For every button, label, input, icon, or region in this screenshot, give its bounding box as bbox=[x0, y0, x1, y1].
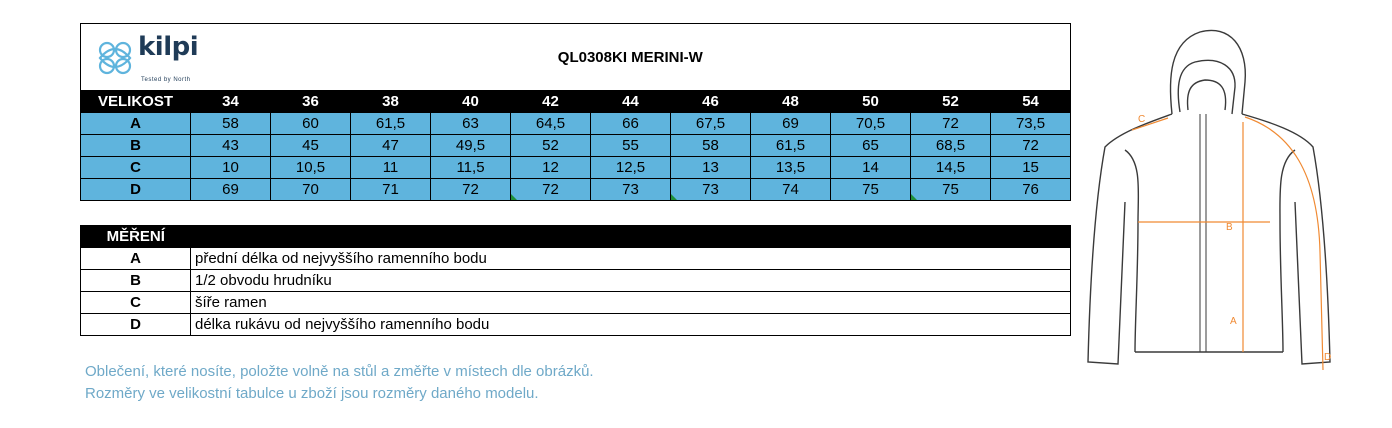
label-a: A bbox=[1230, 316, 1237, 327]
table-cell: 72 bbox=[991, 135, 1071, 157]
table-cell: 14,5 bbox=[911, 157, 991, 179]
brand-tagline: Tested by North bbox=[141, 77, 191, 83]
measurement-label: D bbox=[81, 314, 191, 336]
table-cell: 71 bbox=[351, 179, 431, 201]
table-cell: 12 bbox=[511, 157, 591, 179]
size-col: 50 bbox=[831, 91, 911, 113]
table-cell: 73 bbox=[591, 179, 671, 201]
size-col: 46 bbox=[671, 91, 751, 113]
table-cell: 61,5 bbox=[751, 135, 831, 157]
table-cell: 72 bbox=[511, 179, 591, 201]
label-b: B bbox=[1226, 222, 1233, 233]
table-cell: 74 bbox=[751, 179, 831, 201]
table-cell: 64,5 bbox=[511, 113, 591, 135]
table-cell: 65 bbox=[831, 135, 911, 157]
table-cell: 15 bbox=[991, 157, 1071, 179]
note-line-2: Rozměry ve velikostní tabulce u zboží jsou rozměry daného modelu. bbox=[85, 385, 539, 402]
table-cell: 10 bbox=[191, 157, 271, 179]
table-cell: 43 bbox=[191, 135, 271, 157]
label-d: D bbox=[1324, 352, 1332, 363]
measurement-desc: 1/2 obvodu hrudníku bbox=[191, 270, 1071, 292]
size-col: 40 bbox=[431, 91, 511, 113]
table-cell: 55 bbox=[591, 135, 671, 157]
table-row bbox=[81, 270, 1071, 292]
size-header-row bbox=[81, 91, 1071, 113]
note-line-1: Oblečení, které nosíte, položte volně na stůl a změřte v místech dle obrázků. bbox=[85, 363, 594, 380]
measurement-header: MĚŘENÍ bbox=[81, 226, 191, 248]
size-table bbox=[80, 23, 1071, 201]
size-col: 38 bbox=[351, 91, 431, 113]
row-label: A bbox=[81, 113, 191, 135]
table-cell: 13 bbox=[671, 157, 751, 179]
table-row bbox=[81, 157, 1071, 179]
measurement-desc: délka rukávu od nejvyššího ramenního bodu bbox=[191, 314, 1071, 336]
table-cell: 61,5 bbox=[351, 113, 431, 135]
table-cell: 12,5 bbox=[591, 157, 671, 179]
table-cell: 63 bbox=[431, 113, 511, 135]
table-cell: 75 bbox=[911, 179, 991, 201]
measure-lines bbox=[1132, 117, 1323, 370]
row-label: D bbox=[81, 179, 191, 201]
table-cell: 73,5 bbox=[991, 113, 1071, 135]
table-cell: 69 bbox=[751, 113, 831, 135]
table-cell: 68,5 bbox=[911, 135, 991, 157]
size-header-label: VELIKOST bbox=[81, 91, 191, 113]
kilpi-knot-icon bbox=[91, 34, 139, 82]
product-title: QL0308KI MERINI-W bbox=[191, 24, 1071, 91]
measurement-header-row bbox=[81, 226, 1071, 248]
table-cell: 58 bbox=[671, 135, 751, 157]
measurement-label: B bbox=[81, 270, 191, 292]
table-row bbox=[81, 113, 1071, 135]
size-col: 48 bbox=[751, 91, 831, 113]
table-cell: 66 bbox=[591, 113, 671, 135]
size-col: 44 bbox=[591, 91, 671, 113]
table-cell: 14 bbox=[831, 157, 911, 179]
table-cell: 72 bbox=[911, 113, 991, 135]
table-cell: 72 bbox=[431, 179, 511, 201]
measurement-label: C bbox=[81, 292, 191, 314]
table-row bbox=[81, 292, 1071, 314]
table-cell: 75 bbox=[831, 179, 911, 201]
size-col: 54 bbox=[991, 91, 1071, 113]
table-row bbox=[81, 135, 1071, 157]
size-col: 36 bbox=[271, 91, 351, 113]
label-c: C bbox=[1138, 114, 1146, 125]
jacket-outline bbox=[1088, 30, 1330, 364]
measure-line-d bbox=[1245, 117, 1323, 370]
table-header-row bbox=[81, 24, 1071, 91]
table-cell: 13,5 bbox=[751, 157, 831, 179]
size-col: 34 bbox=[191, 91, 271, 113]
table-row bbox=[81, 179, 1071, 201]
table-cell: 11,5 bbox=[431, 157, 511, 179]
jacket-diagram bbox=[1080, 22, 1340, 374]
table-cell: 73 bbox=[671, 179, 751, 201]
brand-name: kilpi bbox=[138, 32, 199, 62]
size-col: 42 bbox=[511, 91, 591, 113]
measurement-header-filler bbox=[191, 226, 1071, 248]
table-cell: 52 bbox=[511, 135, 591, 157]
row-label: C bbox=[81, 157, 191, 179]
measurement-table bbox=[80, 225, 1071, 336]
table-cell: 60 bbox=[271, 113, 351, 135]
table-cell: 70 bbox=[271, 179, 351, 201]
table-cell: 49,5 bbox=[431, 135, 511, 157]
table-cell: 45 bbox=[271, 135, 351, 157]
table-cell: 76 bbox=[991, 179, 1071, 201]
table-cell: 47 bbox=[351, 135, 431, 157]
table-cell: 67,5 bbox=[671, 113, 751, 135]
measurement-desc: přední délka od nejvyššího ramenního bodu bbox=[191, 248, 1071, 270]
brand-logo-cell bbox=[81, 24, 199, 91]
row-label: B bbox=[81, 135, 191, 157]
size-col: 52 bbox=[911, 91, 991, 113]
measurement-desc: šíře ramen bbox=[191, 292, 1071, 314]
table-cell: 10,5 bbox=[271, 157, 351, 179]
table-row bbox=[81, 314, 1071, 336]
table-cell: 69 bbox=[191, 179, 271, 201]
table-cell: 58 bbox=[191, 113, 271, 135]
table-row bbox=[81, 248, 1071, 270]
table-cell: 70,5 bbox=[831, 113, 911, 135]
measurement-label: A bbox=[81, 248, 191, 270]
brand-logo bbox=[91, 32, 211, 82]
table-cell: 11 bbox=[351, 157, 431, 179]
